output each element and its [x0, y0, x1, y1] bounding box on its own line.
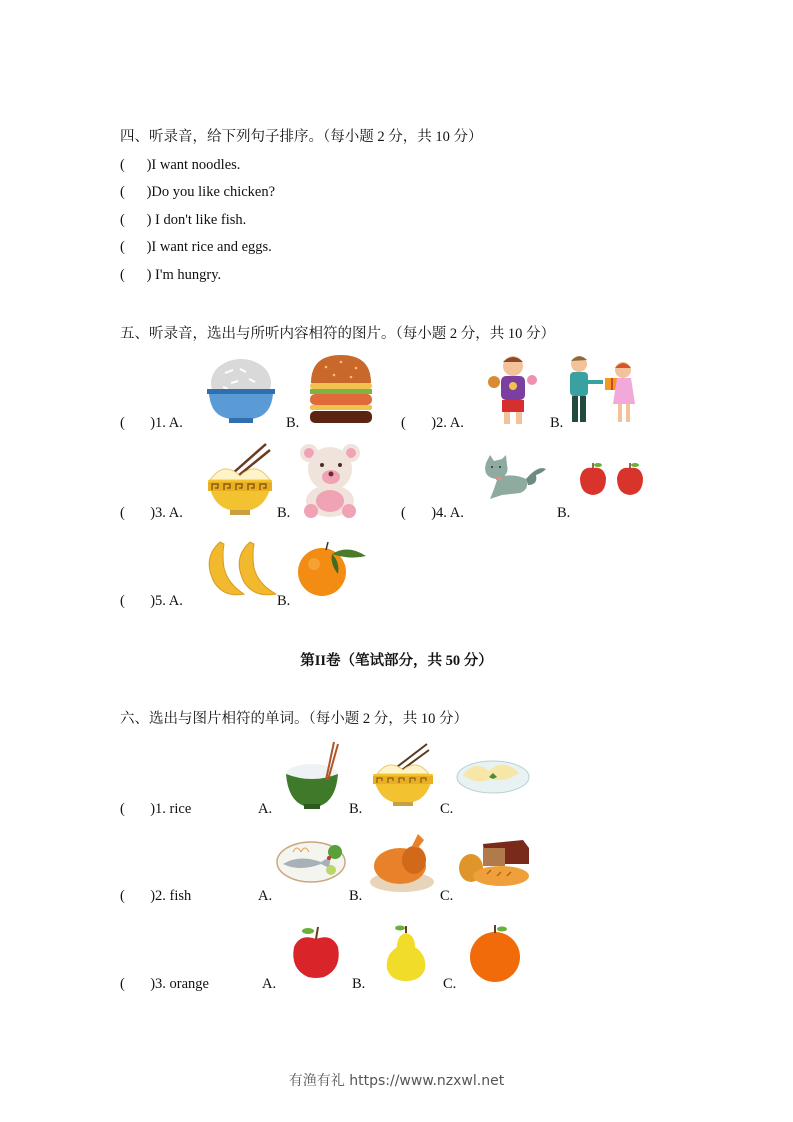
hamburger-icon[interactable] [306, 353, 376, 425]
pear-icon[interactable] [383, 925, 429, 983]
orange-icon[interactable] [296, 540, 370, 598]
section5-heading: 五、听录音，选出与所听内容相符的图片。（每小题 2 分，共 10 分） [120, 326, 555, 342]
roast-chicken-icon[interactable] [368, 832, 436, 894]
sentence-item [120, 212, 246, 229]
option-b-label: B. [349, 888, 363, 904]
option-c-label: C. [440, 801, 454, 817]
sentence-text: I want rice and eggs. [151, 239, 272, 255]
sentence-text: Do you like chicken? [151, 184, 276, 200]
sentence-item [120, 239, 272, 256]
question-label: ( )5. A. [120, 593, 183, 609]
section4-heading: 四、听录音，给下列句子排序。（每小题 2 分，共 10 分） [120, 129, 483, 145]
answer-blank[interactable]: ( ) [120, 267, 152, 283]
answer-blank[interactable]: ( ) [120, 184, 152, 200]
apple-icon[interactable] [290, 925, 342, 981]
dumplings-plate-icon[interactable] [455, 755, 531, 795]
part2-title: 第II卷（笔试部分，共 50 分） [300, 653, 493, 669]
option-b-label: B. [277, 593, 291, 609]
answer-blank[interactable]: ( ) [120, 212, 152, 228]
two-apples-icon[interactable] [578, 462, 648, 498]
option-b-label: B. [352, 976, 366, 992]
question-label: ( )1. A. [120, 415, 183, 431]
question-label: ( )3. A. [120, 505, 183, 521]
bananas-icon[interactable] [202, 538, 280, 600]
question-label: ( )2. fish [120, 888, 192, 904]
sentence-text: I'm hungry. [151, 267, 222, 283]
sentence-text: I don't like fish. [151, 212, 247, 228]
option-a-label: A. [258, 888, 273, 904]
sentence-item [120, 184, 275, 201]
rice-bowl-icon[interactable] [205, 355, 277, 425]
section6-heading: 六、选出与图片相符的单词。（每小题 2 分，共 10 分） [120, 711, 468, 727]
bread-icon[interactable] [457, 838, 533, 890]
option-c-label: C. [440, 888, 454, 904]
option-b-label: B. [277, 505, 291, 521]
option-a-label: A. [262, 976, 277, 992]
answer-blank[interactable]: ( ) [120, 157, 152, 173]
fish-plate-icon[interactable] [275, 838, 351, 886]
rice-bowl-chopsticks-icon[interactable] [282, 740, 342, 812]
option-b-label: B. [286, 415, 300, 431]
sentence-item [120, 267, 221, 284]
noodle-bowl-icon[interactable] [371, 740, 435, 808]
answer-blank[interactable]: ( ) [120, 239, 152, 255]
sentence-text: I want noodles. [151, 157, 241, 173]
option-b-label: B. [349, 801, 363, 817]
option-c-label: C. [443, 976, 457, 992]
question-label: ( )1. rice [120, 801, 192, 817]
footer-watermark: 有渔有礼 https://www.nzxwl.net [288, 1073, 505, 1089]
cat-icon[interactable] [480, 455, 550, 507]
question-label: ( )2. A. [401, 415, 464, 431]
option-b-label: B. [550, 415, 564, 431]
question-label: ( )4. A. [401, 505, 464, 521]
man-giving-gift-icon[interactable] [565, 352, 645, 428]
option-a-label: A. [258, 801, 273, 817]
sentence-item [120, 157, 240, 174]
question-label: ( )3. orange [120, 976, 209, 992]
boy-with-food-icon[interactable] [487, 352, 537, 428]
noodle-bowl-icon[interactable] [204, 442, 276, 518]
option-b-label: B. [557, 505, 571, 521]
teddy-bear-icon[interactable] [297, 441, 363, 519]
orange-icon[interactable] [468, 923, 524, 983]
